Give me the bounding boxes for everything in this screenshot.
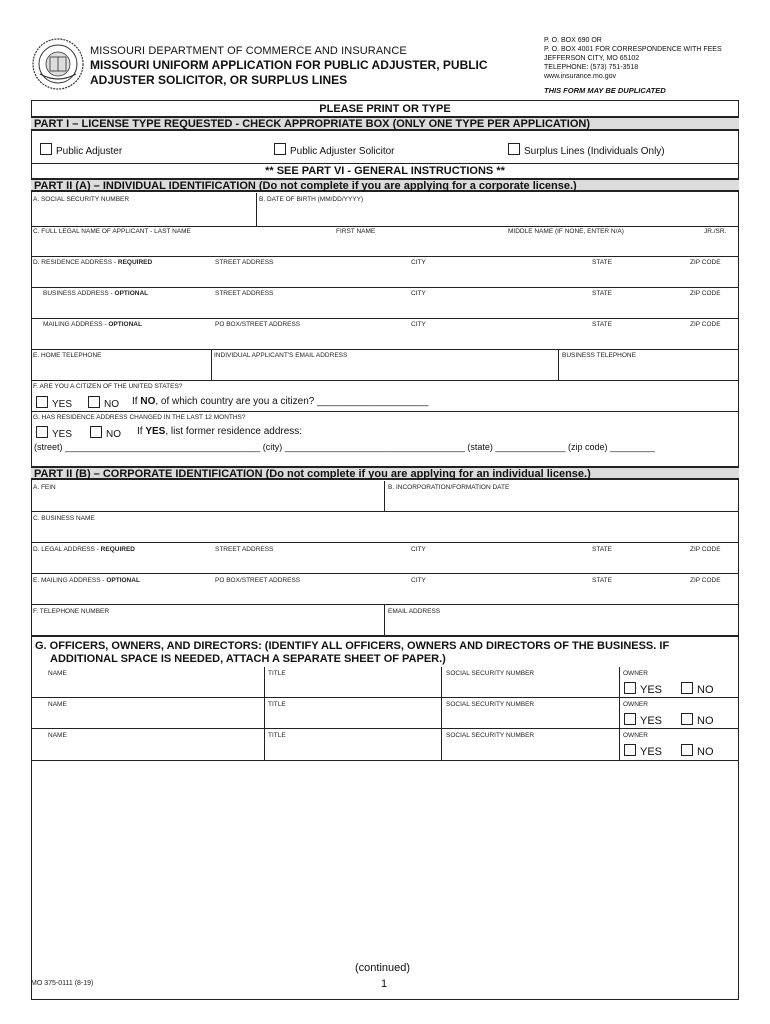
owner-yes[interactable]: YES [624,713,662,727]
pobox-label: PO BOX/STREET ADDRESS [215,577,301,584]
corp-email-label: EMAIL ADDRESS [388,608,441,615]
corp-mailing-address-label: E. MAILING ADDRESS - OPTIONAL [33,577,140,584]
street-label: STREET ADDRESS [215,259,274,266]
fein-label: A. FEIN [33,484,56,491]
checkbox[interactable] [624,682,636,694]
city-label: CITY [411,290,426,297]
business-phone-label: BUSINESS TELEPHONE [562,352,636,359]
part1-heading: PART I – LICENSE TYPE REQUESTED - CHECK APPROPRIATE BOX (ONLY ONE TYPE PER APPLICATION) [31,116,739,131]
zip-label: ZIP CODE [690,546,721,553]
state-label: STATE [592,259,612,266]
zip-label: ZIP CODE [690,577,721,584]
suffix-label: JR./SR. [704,228,727,235]
residence-yes[interactable]: YES [36,426,72,440]
mailing-info: P. O. BOX 690 OR P. O. BOX 4001 FOR CORRESPONDENCE WITH FEES JEFFERSON CITY, MO 65102 TELEPHONE: (573) 751-3518 www.insurance.mo.gov [544,37,722,80]
zip-label: ZIP CODE [690,259,721,266]
corp-phone-label: F. TELEPHONE NUMBER [33,608,110,615]
residence-no[interactable]: NO [90,426,121,440]
state-label: STATE [592,321,612,328]
checkbox[interactable] [36,396,48,408]
option-public-adjuster[interactable]: Public Adjuster [40,143,122,157]
option-public-adjuster-solicitor[interactable]: Public Adjuster Solicitor [274,143,395,157]
citizen-question: F. ARE YOU A CITIZEN OF THE UNITED STATES? [33,383,183,390]
officer-owner-label: OWNER [623,701,648,708]
email-label: INDIVIDUAL APPLICANT'S EMAIL ADDRESS [214,352,348,359]
first-name-label: FIRST NAME [336,228,376,235]
state-label: STATE [592,577,612,584]
checkbox[interactable] [624,713,636,725]
state-label: STATE [592,290,612,297]
form-id: MO 375-0111 (8-19) [31,980,94,987]
city-label: CITY [411,577,426,584]
department-name: MISSOURI DEPARTMENT OF COMMERCE AND INSURANCE [90,45,407,57]
city-label: CITY [411,321,426,328]
see-part6: ** SEE PART VI - GENERAL INSTRUCTIONS ** [31,163,739,177]
residence-address-label: D. RESIDENCE ADDRESS - REQUIRED [33,259,153,266]
owner-no[interactable]: NO [681,713,714,727]
legal-address-label: D. LEGAL ADDRESS - REQUIRED [33,546,135,553]
last-name-label: C. FULL LEGAL NAME OF APPLICANT - LAST NAME [33,228,191,235]
citizen-no[interactable]: NO [88,396,119,410]
page-number: 1 [381,978,388,990]
business-name-label: C. BUSINESS NAME [33,515,95,522]
part2b-heading: PART II (B) – CORPORATE IDENTIFICATION (Do not complete if you are applying for an individual license.) [31,466,739,480]
form-frame [31,100,739,1000]
officer-title-label: TITLE [268,701,286,708]
officer-ssn-label: SOCIAL SECURITY NUMBER [446,670,535,677]
former-address-line: (street) _______________________________________ (city) ____________________________________ (state) ______________ (zip code) _________ [34,442,656,452]
option-surplus-lines[interactable]: Surplus Lines (Individuals Only) [508,143,665,157]
city-label: CITY [411,546,426,553]
officer-ssn-label: SOCIAL SECURITY NUMBER [446,732,535,739]
officer-name-label: NAME [48,670,67,677]
middle-name-label: MIDDLE NAME (IF NONE, ENTER N/A) [508,228,624,235]
checkbox[interactable] [88,396,100,408]
owner-yes[interactable]: YES [624,682,662,696]
officer-ssn-label: SOCIAL SECURITY NUMBER [446,701,535,708]
officer-title-label: TITLE [268,732,286,739]
continued-note: (continued) [355,962,411,974]
residence-follow-up: If YES, list former residence address: [137,426,303,437]
checkbox[interactable] [274,143,286,155]
checkbox[interactable] [624,744,636,756]
ssn-label: A. SOCIAL SECURITY NUMBER [33,196,130,203]
checkbox[interactable] [681,682,693,694]
street-label: STREET ADDRESS [215,546,274,553]
pobox-label: PO BOX/STREET ADDRESS [215,321,301,328]
officer-owner-label: OWNER [623,732,648,739]
business-address-label: BUSINESS ADDRESS - OPTIONAL [43,290,149,297]
checkbox[interactable] [40,143,52,155]
officer-name-label: NAME [48,732,67,739]
citizen-follow-up: If NO, of which country are you a citizen? ____________________ [132,396,429,407]
checkbox[interactable] [681,744,693,756]
inc-date-label: B. INCORPORATION/FORMATION DATE [388,484,510,491]
state-label: STATE [592,546,612,553]
owner-no[interactable]: NO [681,744,714,758]
zip-label: ZIP CODE [690,321,721,328]
zip-label: ZIP CODE [690,290,721,297]
dob-label: B. DATE OF BIRTH (MM/DD/YYYY) [259,196,364,203]
home-phone-label: E. HOME TELEPHONE [33,352,102,359]
city-label: CITY [411,259,426,266]
checkbox[interactable] [508,143,520,155]
mailing-address-label: MAILING ADDRESS - OPTIONAL [43,321,142,328]
officers-heading: G. OFFICERS, OWNERS, AND DIRECTORS: (IDENTIFY ALL OFFICERS, OWNERS AND DIRECTORS OF THE BUSINESS. IF ADDITIONAL SPACE IS NEEDED, ATTACH A SEPARATE SHEET OF PAPER.) [35,640,670,665]
residence-change-question: G. HAS RESIDENCE ADDRESS CHANGED IN THE LAST 12 MONTHS? [33,414,246,421]
state-seal-icon [32,38,84,90]
duplicated-note: THIS FORM MAY BE DUPLICATED [544,86,666,95]
please-print: PLEASE PRINT OR TYPE [319,103,451,115]
citizen-yes[interactable]: YES [36,396,72,410]
street-label: STREET ADDRESS [215,290,274,297]
checkbox[interactable] [681,713,693,725]
part2a-heading: PART II (A) – INDIVIDUAL IDENTIFICATION (Do not complete if you are applying for a corporate license.) [31,178,739,192]
owner-yes[interactable]: YES [624,744,662,758]
officer-name-label: NAME [48,701,67,708]
form-title: MISSOURI UNIFORM APPLICATION FOR PUBLIC ADJUSTER, PUBLIC ADJUSTER SOLICITOR, OR SURPLUS LINES [90,58,488,87]
officer-owner-label: OWNER [623,670,648,677]
checkbox[interactable] [90,426,102,438]
officer-title-label: TITLE [268,670,286,677]
checkbox[interactable] [36,426,48,438]
owner-no[interactable]: NO [681,682,714,696]
